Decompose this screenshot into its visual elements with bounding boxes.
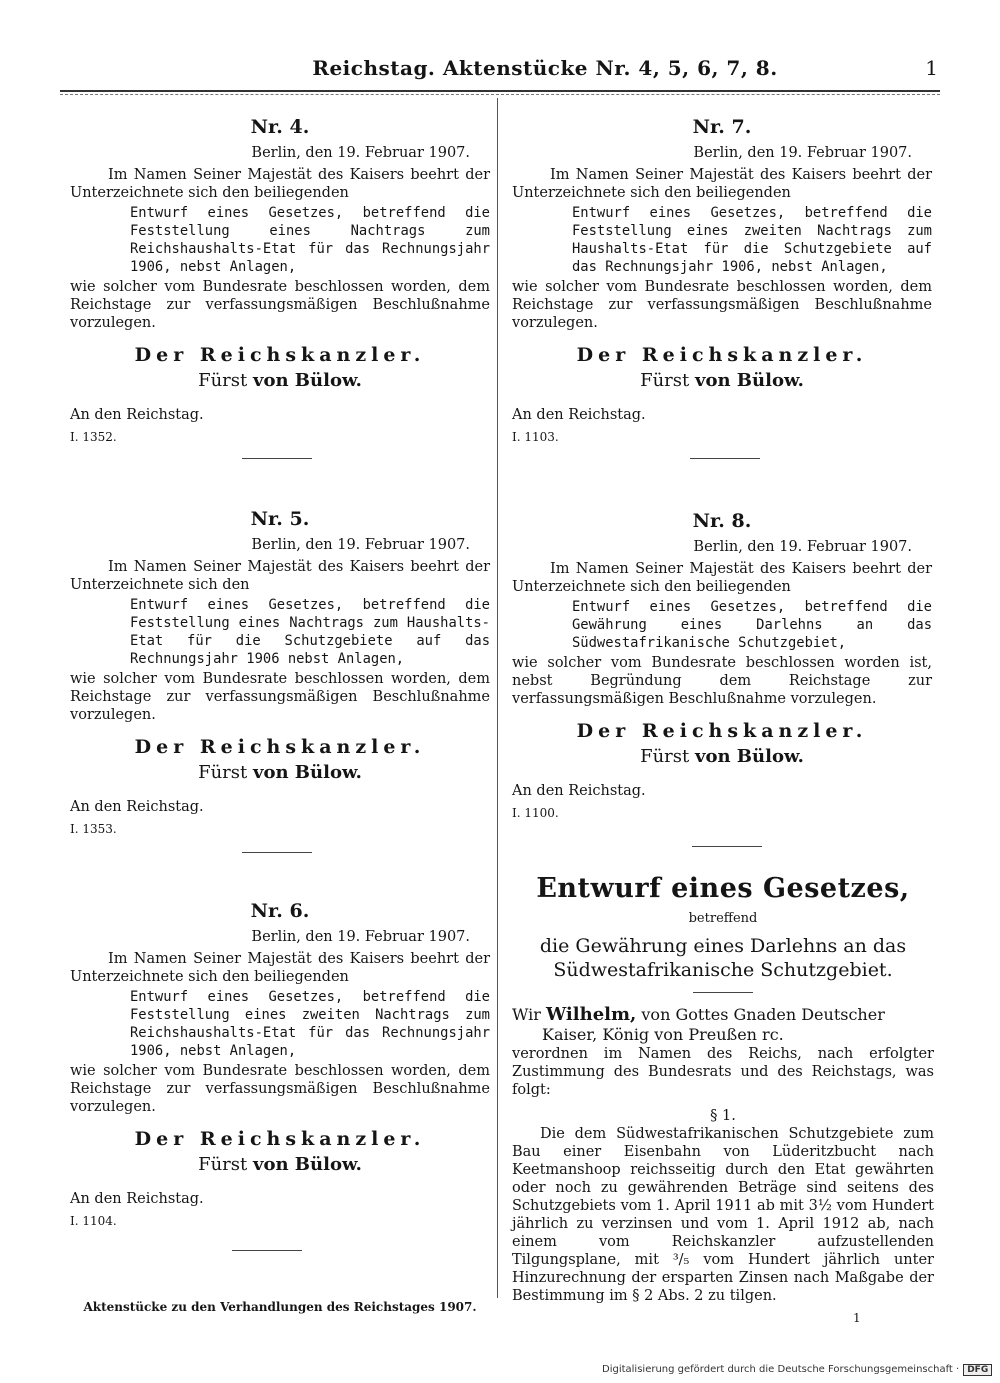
- separator: [692, 846, 762, 847]
- addressee: An den Reichstag.: [70, 799, 204, 815]
- addressee: An den Reichstag.: [512, 783, 646, 799]
- running-head: [60, 56, 940, 86]
- signer-prefix: Fürst: [198, 762, 248, 783]
- running-title: Reichstag. Aktenstücke Nr. 4, 5, 6, 7, 8.: [312, 56, 778, 80]
- document-date: Berlin, den 19. Februar 1907.: [251, 929, 470, 945]
- document-title: Entwurf eines Gesetzes, betreffend die Feststellung eines Nachtrags zum Reichshaushalts-Etat für das Rechnungsjahr 1906, nebst Anlagen,: [130, 205, 490, 275]
- document-date: Berlin, den 19. Februar 1907.: [251, 145, 470, 161]
- addressee: An den Reichstag.: [70, 1191, 204, 1207]
- document-closing: wie solcher vom Bundesrate beschlossen worden, dem Reichstage zur verfassungsmäßigen Beschlußnahme vorzulegen.: [70, 1063, 490, 1115]
- draft-law: [512, 872, 934, 1305]
- document-closing: wie solcher vom Bundesrate beschlossen worden ist, nebst Begründung dem Reichstage zur verfassungsmäßigen Beschlußnahme vorzulegen.: [512, 655, 932, 707]
- draft-rule: [693, 992, 753, 993]
- signer: [70, 1156, 490, 1174]
- signer-prefix: Fürst: [640, 370, 690, 391]
- signer: [70, 764, 490, 782]
- document-nr-6: [70, 902, 490, 1230]
- prelude-ruler: Wilhelm,: [546, 1004, 637, 1025]
- draft-concerning: betreffend: [688, 911, 758, 926]
- document-number: Nr. 5.: [250, 508, 310, 530]
- reference-number: I. 1100.: [512, 806, 559, 820]
- signer: [70, 372, 490, 390]
- signer-prefix: Fürst: [198, 370, 248, 391]
- document-number: Nr. 4.: [250, 116, 310, 138]
- document-nr-7: [512, 118, 932, 446]
- document-closing: wie solcher vom Bundesrate beschlossen worden, dem Reichstage zur verfassungsmäßigen Beschlußnahme vorzulegen.: [70, 279, 490, 331]
- signer-name: von Bülow.: [694, 746, 804, 767]
- section-heading: § 1.: [710, 1108, 736, 1124]
- header-rule: [60, 90, 940, 92]
- document-nr-8: [512, 512, 932, 822]
- prelude-continuation: Kaiser, König von Preußen rc.: [542, 1025, 784, 1044]
- signer: [512, 372, 932, 390]
- page-number: 1: [925, 56, 938, 80]
- signer-prefix: Fürst: [640, 746, 690, 767]
- document-date: Berlin, den 19. Februar 1907.: [693, 539, 912, 555]
- prelude-rest: von Gottes Gnaden Deutscher: [641, 1005, 885, 1024]
- document-intro: Im Namen Seiner Majestät des Kaisers beehrt der Unterzeichnete sich den beiliegenden: [70, 951, 490, 985]
- document-closing: wie solcher vom Bundesrate beschlossen worden, dem Reichstage zur verfassungsmäßigen Beschlußnahme vorzulegen.: [512, 279, 932, 331]
- draft-decree: verordnen im Namen des Reichs, nach erfolgter Zustimmung des Bundesrats und des Reichstags, was folgt:: [512, 1046, 934, 1098]
- document-intro: Im Namen Seiner Majestät des Kaisers beehrt der Unterzeichnete sich den: [70, 559, 490, 593]
- column-divider: [497, 98, 498, 1298]
- document-title: Entwurf eines Gesetzes, betreffend die Feststellung eines Nachtrags zum Haushalts-Etat für die Schutzgebiete auf das Rechnungsjahr 1906 nebst Anlagen,: [130, 597, 490, 667]
- chancellor-title: Der Reichskanzler.: [576, 344, 868, 366]
- addressee: An den Reichstag.: [512, 407, 646, 423]
- draft-subject: die Gewährung eines Darlehns an das Südwestafrikanische Schutzgebiet.: [539, 935, 907, 981]
- separator: [232, 1250, 302, 1251]
- draft-heading: Entwurf eines Gesetzes,: [536, 873, 910, 904]
- document-intro: Im Namen Seiner Majestät des Kaisers beehrt der Unterzeichnete sich den beiliegenden: [70, 167, 490, 201]
- footer-publication: Aktenstücke zu den Verhandlungen des Reichstages 1907.: [83, 1300, 477, 1314]
- reference-number: I. 1104.: [70, 1214, 117, 1228]
- signer-name: von Bülow.: [694, 370, 804, 391]
- document-number: Nr. 7.: [692, 116, 752, 138]
- document-number: Nr. 6.: [250, 900, 310, 922]
- chancellor-title: Der Reichskanzler.: [134, 736, 426, 758]
- footer-page-number: 1: [853, 1311, 861, 1325]
- signer-name: von Bülow.: [252, 1154, 362, 1175]
- document-date: Berlin, den 19. Februar 1907.: [251, 537, 470, 553]
- reference-number: I. 1352.: [70, 430, 117, 444]
- draft-prelude: [512, 1005, 934, 1045]
- signer-name: von Bülow.: [252, 370, 362, 391]
- document-intro: Im Namen Seiner Majestät des Kaisers beehrt der Unterzeichnete sich den beiliegenden: [512, 561, 932, 595]
- prelude-we: Wir: [512, 1005, 541, 1024]
- signer-prefix: Fürst: [198, 1154, 248, 1175]
- addressee: An den Reichstag.: [70, 407, 204, 423]
- document-title: Entwurf eines Gesetzes, betreffend die Feststellung eines zweiten Nachtrags zum Haushalts-Etat für die Schutzgebiete auf das Rechnungsjahr 1906, nebst Anlagen,: [572, 205, 932, 275]
- separator: [242, 458, 312, 459]
- dfg-logo: DFG: [963, 1364, 992, 1376]
- document-nr-4: [70, 118, 490, 446]
- signer-name: von Bülow.: [252, 762, 362, 783]
- chancellor-title: Der Reichskanzler.: [576, 720, 868, 742]
- header-rule-dashed: [60, 94, 940, 95]
- document-title: Entwurf eines Gesetzes, betreffend die Feststellung eines zweiten Nachtrags zum Reichshaushalts-Etat für das Rechnungsjahr 1906, nebst Anlagen,: [130, 989, 490, 1059]
- document-intro: Im Namen Seiner Majestät des Kaisers beehrt der Unterzeichnete sich den beiliegenden: [512, 167, 932, 201]
- signer: [512, 748, 932, 766]
- document-date: Berlin, den 19. Februar 1907.: [693, 145, 912, 161]
- reference-number: I. 1353.: [70, 822, 117, 836]
- chancellor-title: Der Reichskanzler.: [134, 1128, 426, 1150]
- separator: [690, 458, 760, 459]
- reference-number: I. 1103.: [512, 430, 559, 444]
- document-title: Entwurf eines Gesetzes, betreffend die Gewährung eines Darlehns an das Südwestafrikanische Schutzgebiet,: [572, 599, 932, 651]
- separator: [242, 852, 312, 853]
- document-closing: wie solcher vom Bundesrate beschlossen worden, dem Reichstage zur verfassungsmäßigen Beschlußnahme vorzulegen.: [70, 671, 490, 723]
- section-body: Die dem Südwestafrikanischen Schutzgebiete zum Bau einer Eisenbahn von Lüderitzbucht nach Keetmanshoop reichsseitig durch den Etat gewährten oder noch zu gewährenden Beträge sind seitens des Schutzgebiets vom 1. April 1911 ab mit 3½ vom Hundert jährlich zu verzinsen und vom 1. April 1912 ab, nach einem vom Reichskanzler aufzustellenden Tilgungsplane, mit ³/₅ vom Hundert jährlich unter Hinzurechnung der ersparten Zinsen nach Maßgabe der Bestimmung im § 2 Abs. 2 zu tilgen.: [512, 1126, 934, 1304]
- document-number: Nr. 8.: [692, 510, 752, 532]
- dfg-text: Digitalisierung gefördert durch die Deutsche Forschungsgemeinschaft ·: [602, 1364, 960, 1375]
- dfg-credit: [602, 1364, 992, 1376]
- document-nr-5: [70, 510, 490, 838]
- chancellor-title: Der Reichskanzler.: [134, 344, 426, 366]
